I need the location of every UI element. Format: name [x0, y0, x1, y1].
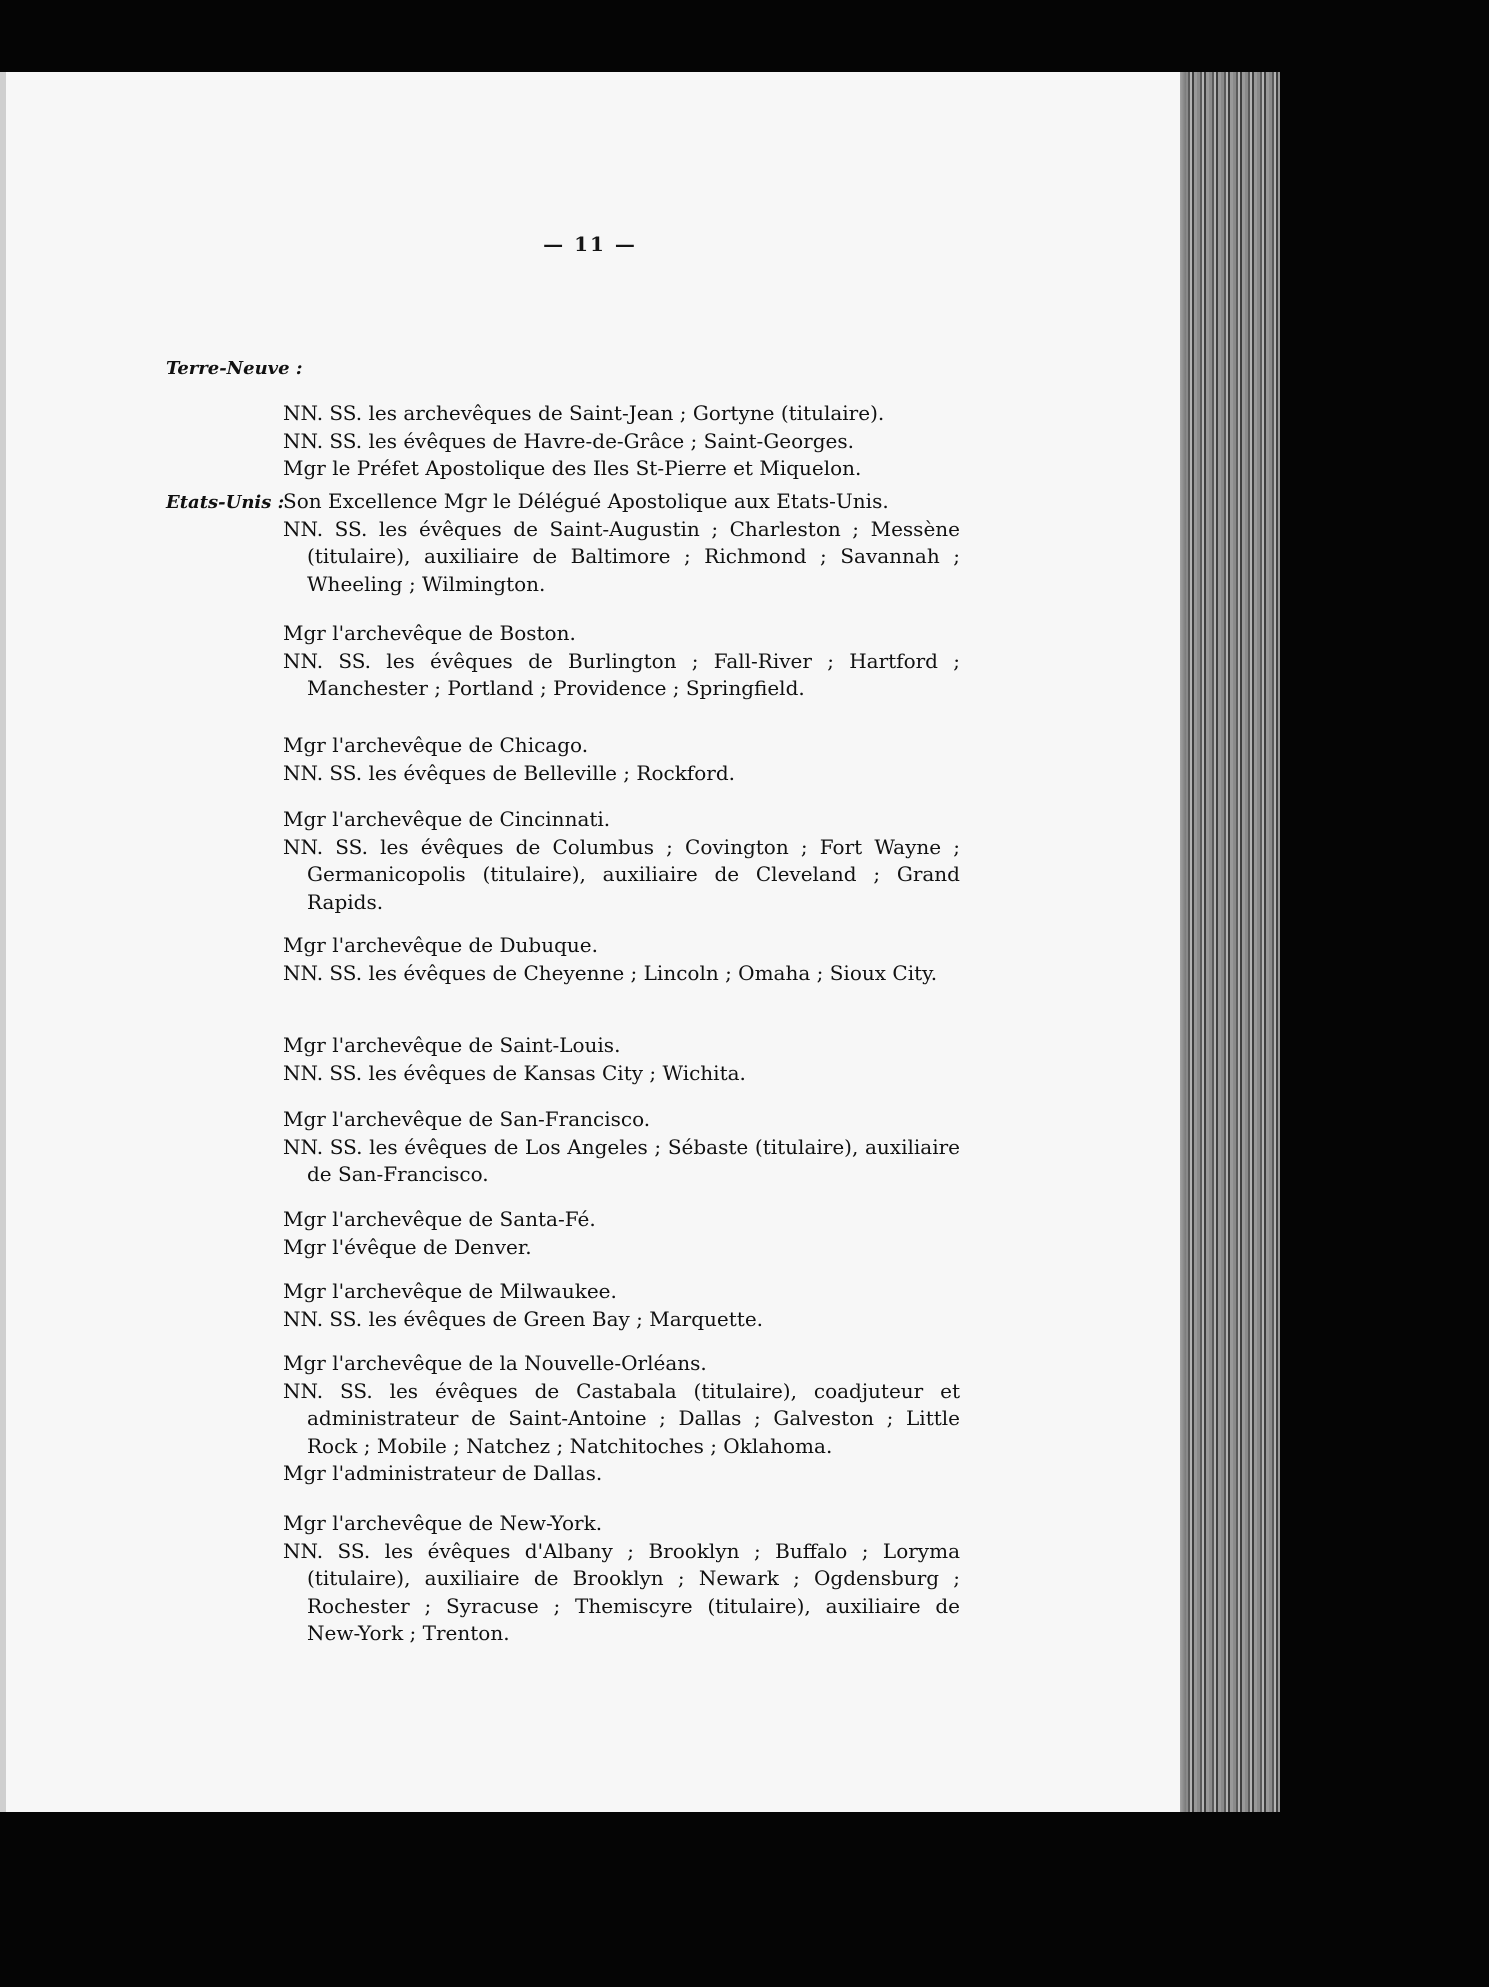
- province-boston: [283, 620, 960, 703]
- section-label-etats-unis: Etats-Unis :: [166, 492, 285, 513]
- terre-neuve-line: Mgr le Préfet Apostolique des Iles St-Pierre et Miquelon.: [283, 456, 862, 480]
- etats-unis-intro: [283, 488, 960, 598]
- province-dubuque: [283, 932, 960, 987]
- archbishop-line: Mgr l'archevêque de San-Francisco.: [283, 1107, 651, 1131]
- archbishop-line: Mgr l'archevêque de Dubuque.: [283, 933, 598, 957]
- archbishop-line: Mgr l'archevêque de New-York.: [283, 1511, 603, 1535]
- archbishop-line: Mgr l'archevêque de Boston.: [283, 621, 576, 645]
- bishops-line: NN. SS. les évêques de Los Angeles ; Sébaste (titulaire), auxiliaire de San-Francisco.: [283, 1134, 960, 1186]
- province-santa-fe: [283, 1206, 960, 1261]
- bishops-line: NN. SS. les évêques de Burlington ; Fall-River ; Hartford ; Manchester ; Portland ; Providence ; Springfield.: [283, 648, 960, 700]
- terre-neuve-block: [283, 400, 960, 483]
- page-block-edge: [1185, 72, 1280, 1812]
- bishops-line: NN. SS. les évêques de Kansas City ; Wichita.: [283, 1060, 746, 1085]
- bishop-line: Mgr l'évêque de Denver.: [283, 1234, 532, 1259]
- province-san-francisco: [283, 1106, 960, 1189]
- archbishop-line: Mgr l'archevêque de la Nouvelle-Orléans.: [283, 1351, 707, 1375]
- bishops-line: NN. SS. les évêques de Columbus ; Covington ; Fort Wayne ; Germanicopolis (titulaire), auxiliaire de Cleveland ; Grand Rapids.: [283, 834, 960, 914]
- archbishop-line: Mgr l'archevêque de Cincinnati.: [283, 807, 611, 831]
- etats-unis-paragraph: NN. SS. les évêques de Saint-Augustin ; Charleston ; Messène (titulaire), auxiliaire de Baltimore ; Richmond ; Savannah ; Wheeling ; Wilmington.: [283, 516, 960, 596]
- archbishop-line: Mgr l'archevêque de Chicago.: [283, 733, 589, 757]
- province-saint-louis: [283, 1032, 960, 1087]
- section-label-terre-neuve: Terre-Neuve :: [166, 358, 303, 379]
- delegate-line: Son Excellence Mgr le Délégué Apostolique aux Etats-Unis.: [283, 489, 889, 513]
- province-new-york: [283, 1510, 960, 1648]
- archbishop-line: Mgr l'archevêque de Saint-Louis.: [283, 1033, 621, 1057]
- archbishop-line: Mgr l'archevêque de Milwaukee.: [283, 1279, 617, 1303]
- archbishop-line: Mgr l'archevêque de Santa-Fé.: [283, 1207, 596, 1231]
- bishops-line: NN. SS. les évêques de Castabala (titulaire), coadjuteur et administrateur de Saint-Antoine ; Dallas ; Galveston ; Little Rock ; Mobile ; Natchez ; Natchitoches ; Oklahoma.: [283, 1378, 960, 1458]
- province-milwaukee: [283, 1278, 960, 1333]
- bishops-line: NN. SS. les évêques de Belleville ; Rockford.: [283, 760, 735, 785]
- bishops-line: NN. SS. les évêques de Cheyenne ; Lincoln ; Omaha ; Sioux City.: [283, 960, 938, 985]
- province-cincinnati: [283, 806, 960, 916]
- province-chicago: [283, 732, 960, 787]
- terre-neuve-line: NN. SS. les archevêques de Saint-Jean ; Gortyne (titulaire).: [283, 401, 885, 425]
- terre-neuve-line: NN. SS. les évêques de Havre-de-Grâce ; Saint-Georges.: [283, 428, 854, 453]
- page-number: — 11 —: [543, 232, 637, 256]
- administrator-line: Mgr l'administrateur de Dallas.: [283, 1461, 603, 1485]
- bishops-line: NN. SS. les évêques de Green Bay ; Marquette.: [283, 1306, 764, 1331]
- province-nouvelle-orleans: [283, 1350, 960, 1488]
- bishops-line: NN. SS. les évêques d'Albany ; Brooklyn ; Buffalo ; Loryma (titulaire), auxiliaire de Brooklyn ; Newark ; Ogdensburg ; Rochester ; Syracuse ; Themiscyre (titulaire), auxiliaire de New-York ; Trenton.: [283, 1538, 960, 1645]
